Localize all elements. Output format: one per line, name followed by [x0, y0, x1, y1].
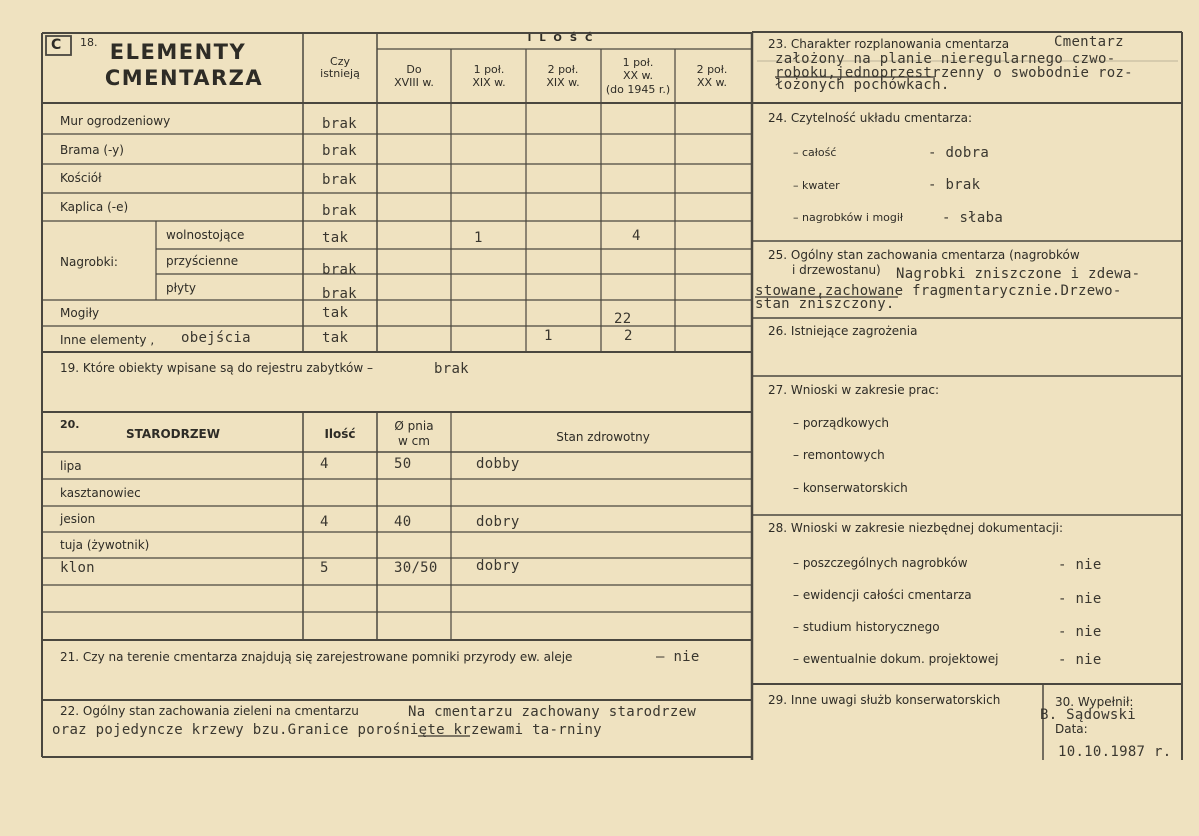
tree-row-2-trunk: 40 — [394, 514, 412, 530]
section-27-item-0: – porządkowych — [793, 416, 889, 430]
period-header-4-l1: 2 poł. — [696, 63, 728, 76]
period-header-4-l2: XX w. — [696, 76, 728, 89]
section-28-item-3-value: - nie — [1058, 652, 1102, 668]
tree-row-4-species: klon — [60, 560, 95, 576]
section-28-item-2-value: - nie — [1058, 624, 1102, 640]
element-row-wall-exists: brak — [322, 116, 357, 132]
section-20-col-qty: Ilość — [324, 427, 356, 441]
period-header-0-l2: XVIII w. — [394, 76, 434, 89]
element-row-tombstones-label: Nagrobki: — [60, 255, 118, 269]
card-letter: C — [51, 37, 62, 53]
section-24-item-2-label: – nagrobków i mogił — [793, 211, 904, 224]
period-header-1-l2: XIX w. — [472, 76, 506, 89]
element-row-gate-exists: brak — [322, 143, 357, 159]
section-30-date: 10.10.1987 r. — [1058, 744, 1172, 760]
section-20-col-trunk-l1: Ø pnia — [394, 419, 434, 433]
section-25-answer-line3: stan zniszczony. — [755, 296, 895, 312]
section-19-answer: brak — [434, 361, 469, 377]
period-header-0-l1: Do — [406, 63, 422, 76]
tombstone-subrow-freestanding-qty-19c1: 1 — [474, 230, 483, 246]
element-row-other-qty-19c2: 1 — [544, 328, 553, 344]
col-header-exists-line1: Czy — [330, 55, 350, 68]
section-27-question: 27. Wnioski w zakresie prac: — [768, 383, 940, 397]
tree-row-0-trunk: 50 — [394, 456, 412, 472]
tree-row-2-health: dobry — [476, 514, 520, 530]
section-19-question: 19. Które obiekty wpisane są do rejestru zabytków – — [60, 361, 373, 375]
period-header-2-l1: 2 poł. — [547, 63, 579, 76]
section-22-question: 22. Ogólny stan zachowania zieleni na cmentarzu — [60, 704, 359, 718]
col-header-exists-line2: istnieją — [320, 67, 360, 80]
section-24-item-2-value: - słaba — [942, 210, 1004, 226]
section-23-question: 23. Charakter rozplanowania cmentarza — [768, 37, 1010, 51]
element-row-other-label: Inne elementy , — [60, 333, 155, 347]
section-25-answer-line1: Nagrobki zniszczone i zdewa- — [896, 266, 1141, 282]
section-28-item-2-label: – studium historycznego — [793, 620, 940, 634]
section-27-item-2: – konserwatorskich — [793, 481, 908, 495]
section-20-number: 20. — [60, 418, 80, 431]
section-23-answer-line1: Cmentarz — [1054, 34, 1124, 50]
section-24-question: 24. Czytelność układu cmentarza: — [768, 111, 973, 125]
section-20-col-trunk-l2: w cm — [398, 434, 430, 448]
element-row-church-exists: brak — [322, 172, 357, 188]
tree-row-1-species: kasztanowiec — [60, 486, 141, 500]
tree-row-0-species: lipa — [60, 459, 82, 473]
section-20-title: STARODRZEW — [126, 427, 220, 441]
tree-row-2-qty: 4 — [320, 514, 329, 530]
section-25-question-line2: i drzewostanu) — [792, 263, 881, 277]
section-25-question-line1: 25. Ogólny stan zachowania cmentarza (nagrobków — [768, 248, 1080, 262]
period-header-3-l2: XX w. — [622, 69, 654, 82]
section-28-item-0-value: - nie — [1058, 557, 1102, 573]
section-30-label: 30. Wypełnił: — [1055, 695, 1134, 709]
tombstone-subrow-freestanding-label: wolnostojące — [166, 228, 245, 242]
tree-row-2-species: jesion — [60, 512, 96, 526]
section-25-answer-line2: stowane,zachowane fragmentarycznie.Drzewo- — [755, 283, 1122, 299]
section-18-title-line2: CMENTARZA — [104, 66, 264, 90]
section-24-item-0-value: - dobra — [928, 145, 990, 161]
section-28-item-0-label: – poszczególnych nagrobków — [793, 556, 968, 570]
tombstone-subrow-slabs-label: płyty — [166, 281, 196, 295]
col-header-quantity: ILOŚĆ — [527, 33, 601, 44]
section-20-col-health: Stan zdrowotny — [556, 430, 650, 444]
element-row-graves-label: Mogiły — [60, 306, 100, 320]
section-22-answer-line2: oraz pojedyncze krzewy bzu.Granice porośnięte krzewami ta-rniny — [52, 722, 602, 738]
element-row-other-exists: tak — [322, 330, 349, 346]
period-header-3-l3: (do 1945 r.) — [605, 83, 671, 96]
section-23-answer-line3: roboku,jednoprzestrzenny o swobodnie roz- — [775, 65, 1133, 81]
section-30-filled-by: B. Sądowski — [1040, 707, 1137, 723]
tree-row-0-health: dobby — [476, 456, 520, 472]
element-row-gate-label: Brama (-y) — [60, 143, 124, 157]
tree-row-4-qty: 5 — [320, 560, 329, 576]
tombstone-subrow-slabs-exists: brak — [322, 286, 357, 302]
section-27-item-1: – remontowych — [793, 448, 885, 462]
section-28-item-3-label: – ewentualnie dokum. projektowej — [793, 652, 999, 666]
element-row-other-qty-20c1: 2 — [624, 328, 633, 344]
section-24-item-1-value: - brak — [928, 177, 981, 193]
section-21-question: 21. Czy na terenie cmentarza znajdują się zarejestrowane pomniki przyrody ew. aleje — [60, 650, 573, 664]
tombstone-subrow-freestanding-exists: tak — [322, 230, 349, 246]
element-row-chapel-exists: brak — [322, 203, 357, 219]
section-18-title-line1: ELEMENTY — [109, 40, 247, 64]
element-row-graves-exists: tak — [322, 305, 349, 321]
section-21-answer: – nie — [656, 649, 700, 665]
element-row-chapel-label: Kaplica (-e) — [60, 200, 129, 214]
section-28-item-1-value: - nie — [1058, 591, 1102, 607]
element-row-church-label: Kościół — [60, 171, 102, 185]
tombstone-subrow-freestanding-qty-20c1: 4 — [632, 228, 641, 244]
element-row-wall-label: Mur ogrodzeniowy — [60, 114, 171, 128]
section-28-item-1-label: – ewidencji całości cmentarza — [793, 588, 972, 602]
tree-row-4-health: dobry — [476, 558, 520, 574]
period-header-1-l1: 1 poł. — [473, 63, 505, 76]
period-header-3-l1: 1 poł. — [622, 56, 654, 69]
tree-row-0-qty: 4 — [320, 456, 329, 472]
section-29-question: 29. Inne uwagi służb konserwatorskich — [768, 693, 1001, 707]
element-row-other-value: obejścia — [181, 330, 251, 346]
section-30-date-label: Data: — [1055, 722, 1088, 736]
period-header-2-l2: XIX w. — [546, 76, 580, 89]
section-23-answer-line2: założony na planie nieregularnego czwo- — [775, 51, 1116, 67]
section-26-question: 26. Istniejące zagrożenia — [768, 324, 918, 338]
tree-row-4-trunk: 30/50 — [394, 560, 438, 576]
section-24-item-0-label: – całość — [793, 146, 837, 159]
tombstone-subrow-wall-label: przyścienne — [166, 254, 239, 268]
section-18-number: 18. — [80, 36, 98, 49]
element-row-graves-qty-20c1: 22 — [614, 311, 632, 327]
tombstone-subrow-wall-exists: brak — [322, 262, 357, 278]
section-22-answer-line1: Na cmentarzu zachowany starodrzew — [408, 704, 697, 720]
section-24-item-1-label: – kwater — [793, 179, 840, 192]
tree-row-3-species: tuja (żywotnik) — [60, 538, 150, 552]
section-23-answer-line4: łożonych pochówkach. — [775, 77, 950, 93]
section-28-question: 28. Wnioski w zakresie niezbędnej dokumentacji: — [768, 521, 1064, 535]
